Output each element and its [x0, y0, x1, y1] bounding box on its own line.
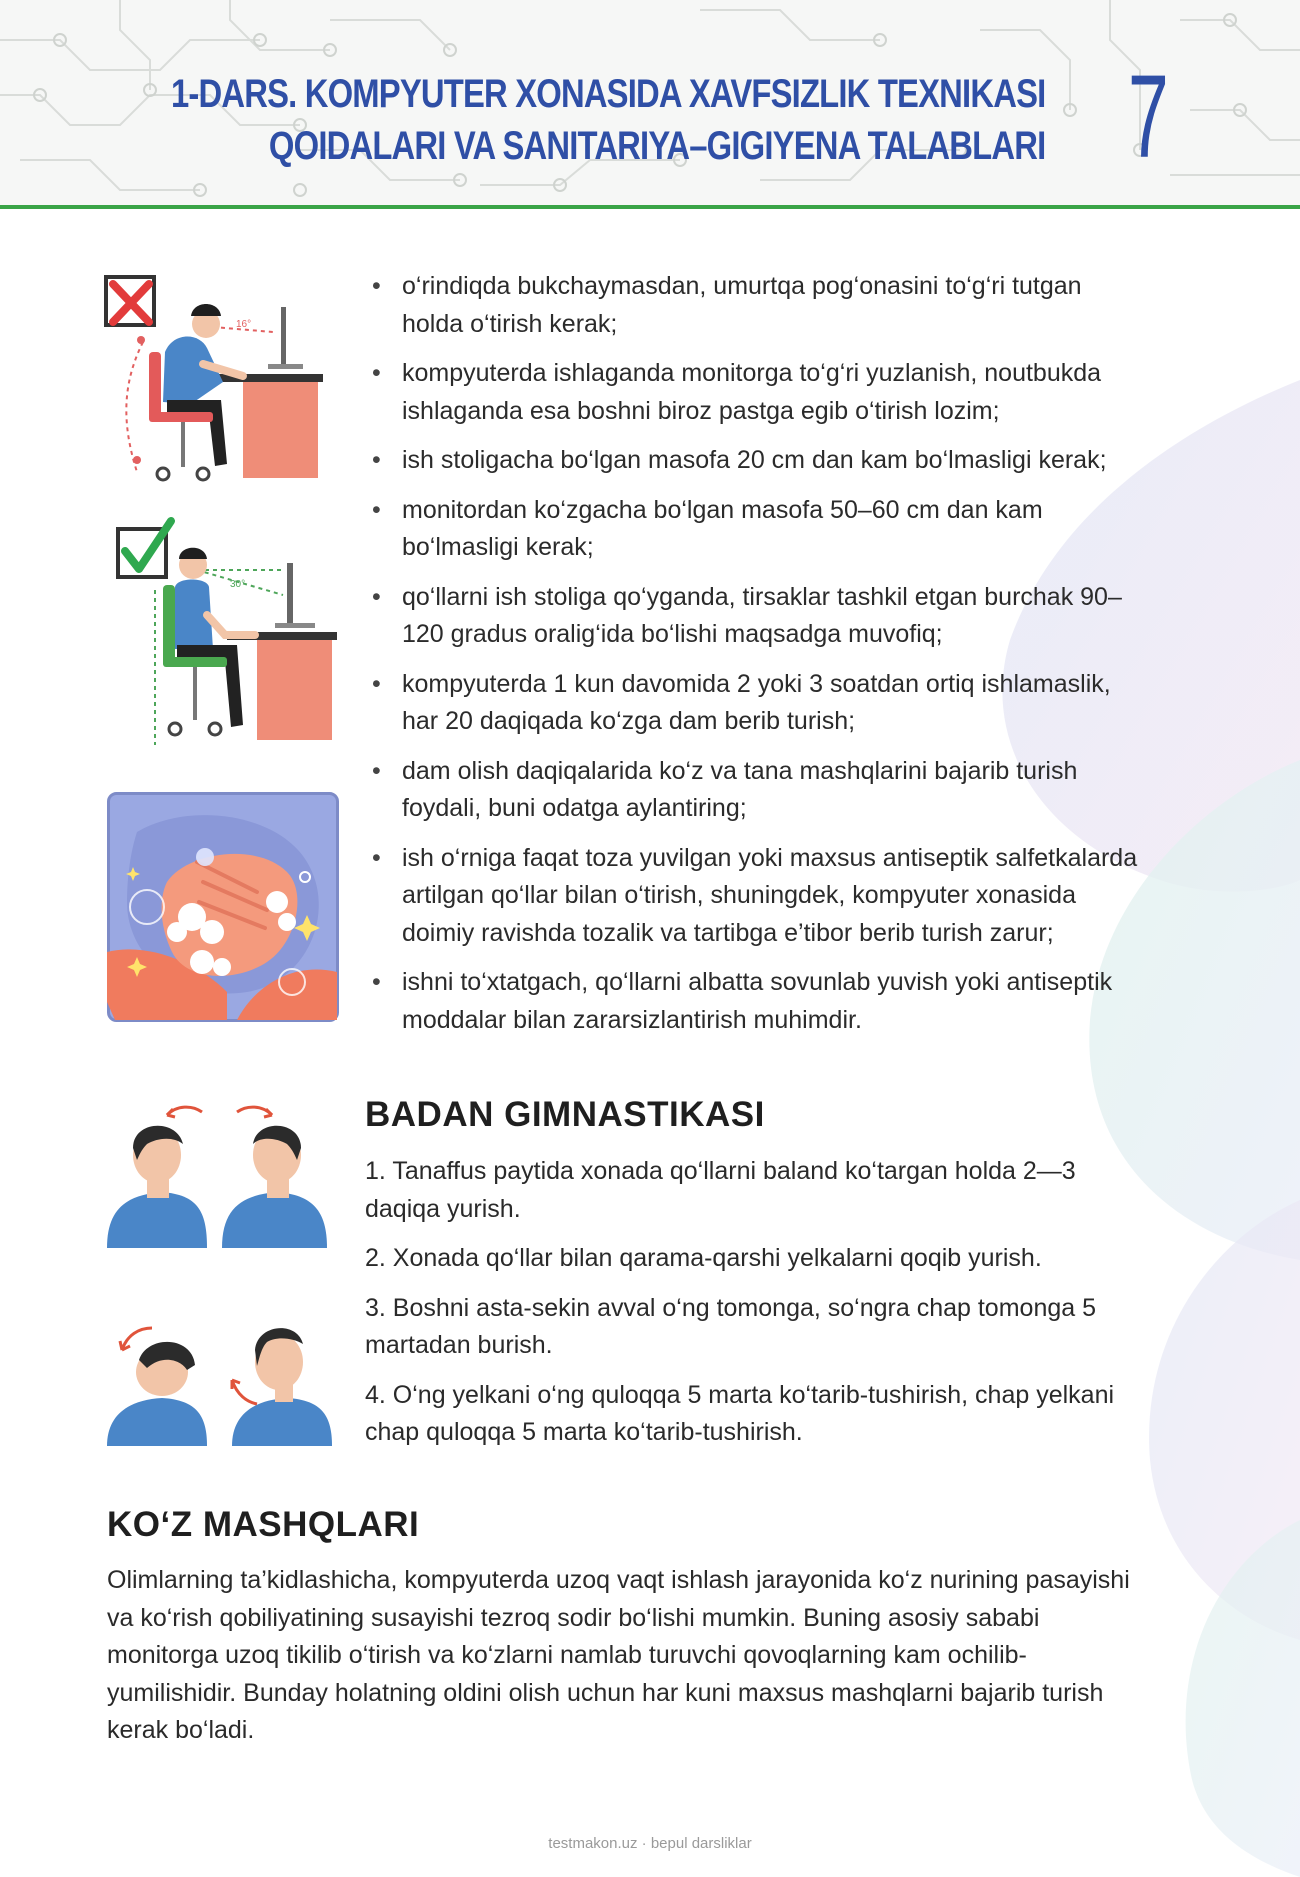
lesson-title — [171, 68, 1045, 172]
wrong-posture-illustration — [103, 272, 325, 490]
angle-label: 30° — [230, 579, 246, 590]
list-item: • dam olish daqiqalarida ko‘z va tana mashqlarini bajarib turish foydali, buni odatga aylantiring; — [372, 753, 1142, 828]
list-item: 3. Boshni asta-sekin avval o‘ng tomonga, so‘ngra chap tomonga 5 martadan burish. — [365, 1293, 1097, 1359]
list-item: • monitordan ko‘zgacha bo‘lgan masofa 50–60 cm dan kam bo‘lmasligi kerak; — [372, 492, 1142, 567]
safety-rules-list — [372, 268, 1142, 1051]
gymnastics-list — [365, 1153, 1145, 1464]
head-tilt-exercise-illustration — [107, 1320, 333, 1446]
list-item: • ish o‘rniga faqat toza yuvilgan yoki maxsus antiseptik salfetkalarda artilgan qo‘llar bilan o‘tirish, shuningdek, kompyuter xonasida doimiy ravishda tozalik va tartibga e’tibor berib turish zarur; — [372, 840, 1142, 953]
list-item: • ishni to‘xtatgach, qo‘llarni albatta sovunlab yuvish yoki antiseptik moddalar bilan zararsizlantirish muhimdir. — [372, 964, 1142, 1039]
page-header — [0, 0, 1300, 209]
head-turn-exercise-illustration — [107, 1100, 333, 1248]
list-item: 4. O‘ng yelkani o‘ng quloqqa 5 marta ko‘tarib-tushirish, chap yelkani chap quloqqa 5 marta ko‘tarib-tushirish. — [365, 1380, 1115, 1446]
list-item: • ish stoligacha bo‘lgan masofa 20 cm dan kam bo‘lmasligi kerak; — [372, 442, 1142, 480]
list-item: • kompyuterda 1 kun davomida 2 yoki 3 soatdan ortiq ishlamaslik, har 20 daqiqada ko‘zga dam berib turish; — [372, 666, 1142, 741]
list-item: 1. Tanaffus paytida xonada qo‘llarni baland ko‘targan holda 2—3 daqiqa yurish. — [365, 1157, 1076, 1223]
page-footer: testmakon.uz · bepul darsliklar — [548, 1835, 752, 1852]
eye-exercises-paragraph: Olimlarning ta’kidlashicha, kompyuterda uzoq vaqt ishlash jarayonida ko‘z nurining pasayishi va ko‘rish qobiliyatining susayishi tezroq sodir bo‘lishi mumkin. Buning asosiy sababi monitorga uzoq tikilib o‘tirish va ko‘zlarni namlab turuvchi qovoqlarning kam ochilib-yumilishidir. Bunday holatning oldini olish uchun har kuni maxsus mashqlarni bajarib turish kerak bo‘ladi. — [107, 1566, 1130, 1744]
page-number: 7 — [1128, 51, 1169, 183]
correct-posture-illustration — [115, 515, 337, 745]
list-item: • qo‘llarni ish stoliga qo‘yganda, tirsaklar tashkil etgan burchak 90–120 gradus oralig‘ida bo‘lishi maqsadga muvofiq; — [372, 579, 1142, 654]
lesson-title-line-2: QOIDALARI VA SANITARIYA–GIGIYENA TALABLARI — [268, 124, 1045, 168]
hand-washing-illustration — [107, 792, 339, 1022]
lesson-title-line-1: 1-DARS. KOMPYUTER XONASIDA XAVFSIZLIK TEXNIKASI — [170, 72, 1045, 116]
list-item: • o‘rindiqda bukchaymasdan, umurtqa pog‘onasini to‘g‘ri tutgan holda o‘tirish kerak; — [372, 268, 1142, 343]
gymnastics-heading: BADAN GIMNASTIKASI — [365, 1095, 765, 1134]
list-item: • kompyuterda ishlaganda monitorga to‘g‘ri yuzlanish, noutbukda ishlaganda esa boshni biroz pastga egib o‘tirish lozim; — [372, 355, 1142, 430]
list-item: 2. Xonada qo‘llar bilan qarama-qarshi yelkalarni qoqib yurish. — [365, 1244, 1042, 1272]
eye-exercises-heading: KO‘Z MASHQLARI — [107, 1505, 420, 1544]
angle-label: 16° — [236, 319, 252, 330]
